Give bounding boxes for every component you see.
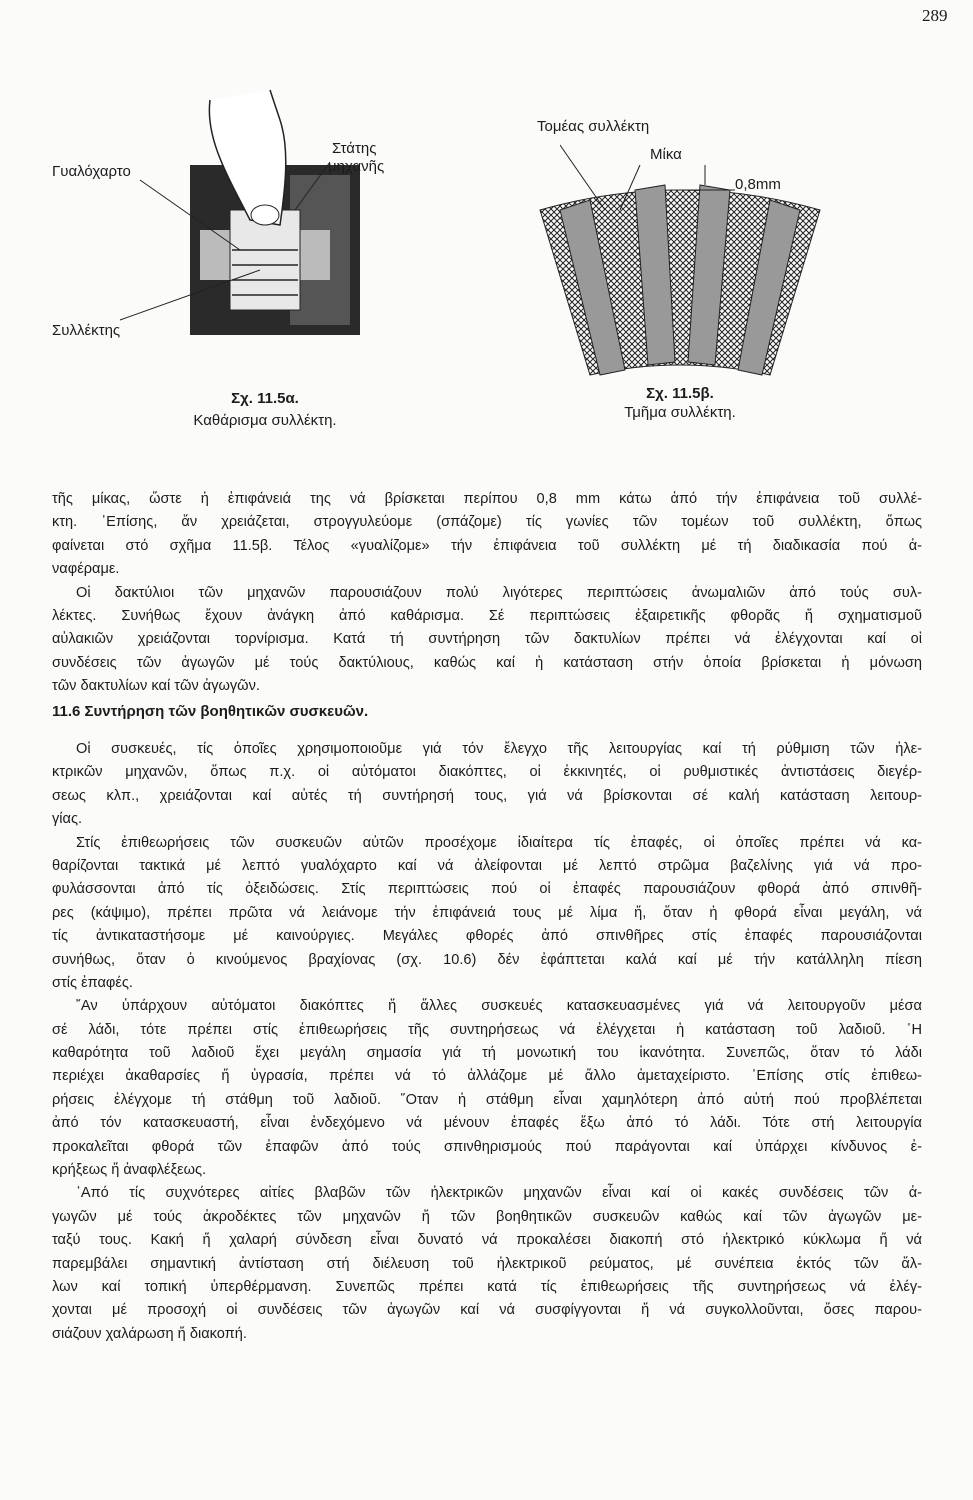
text-line: σιάζουν χαλάρωση ἤ διακοπή. — [52, 1325, 247, 1342]
text-line: γωγῶν μέ τούς ἀκροδέκτες τῶν μηχανῶν ἤ τῶν βοηθητικῶν συσκευῶν καθώς καί τῶν ἀγωγῶν με- — [52, 1208, 922, 1225]
text-line: στίς ἐπαφές. — [52, 974, 133, 991]
label-stator-2: μηχανῆς — [328, 158, 385, 175]
paragraph — [52, 738, 922, 832]
text-line: ῎Αν ὑπάρχουν αὐτόματοι διακόπτες ἤ ἄλλες συσκευές κατασκευασμένες γιά νά λειτουργοῦν μέσα — [76, 998, 922, 1015]
text-line: κρήξεως ἤ ἀναφλέξεως. — [52, 1162, 207, 1179]
paragraph — [52, 995, 922, 1182]
text-line: γίας. — [52, 811, 83, 828]
text-line: τίς ἀντικαταστήσομε μέ καινούργιες. Μεγάλες φθορές ἀπό σπινθῆρες στίς ἐπαφές παρουσιάζονται — [52, 928, 922, 945]
body-text-top — [52, 488, 922, 699]
text-line: ἀπό τόν κατασκευαστή, εἶναι ἐνδεχόμενο νά μένουν ἐπαφές ἔξω ἀπό τό λάδι. Τότε στή λειτουργία — [52, 1115, 922, 1132]
text-line: Οἱ συσκευές, τίς ὁποῖες χρησιμοποιοῦμε γιά τόν ἔλεγχο τῆς λειτουργίας καί τή ρύθμιση τῶν ἠλε- — [76, 741, 922, 757]
paragraph — [52, 1182, 922, 1346]
label-mica: Μίκα — [650, 146, 682, 163]
label-commutator: Συλλέκτης — [52, 322, 121, 339]
body-text-section — [52, 738, 922, 1346]
paragraph — [52, 582, 922, 699]
figure-a-caption: Καθάρισμα συλλέκτη. — [193, 412, 337, 429]
text-line: Οἱ δακτύλιοι τῶν μηχανῶν παρουσιάζουν πολύ λιγότερες περιπτώσεις ἀνωμαλιῶν ἀπό τούς συλ- — [76, 584, 922, 601]
text-line: φυλάσσονται ἀπό τίς ὀξειδώσεις. Στίς περιπτώσεις πού οἱ ἐπαφές παρουσιάζουν φθορά ἀπό σπινθῆ- — [52, 881, 922, 898]
text-line: κτρικῶν μηχανῶν, ὅπως π.χ. οἱ αὐτόματοι διακόπτες, οἱ ἐκκινητές, οἱ ρυθμιστικές ἀντιστάσεις διεγέρ- — [52, 764, 922, 781]
text-line: φαίνεται στό σχῆμα 11.5β. Τέλος «γυαλίζομε» τήν ἐπιφάνεια τοῦ συλλέκτη μέ τή διαδικασία πού ἀ- — [52, 537, 922, 554]
label-depth: 0,8mm — [735, 176, 781, 193]
text-line: ρήσεις ἐλέγχομε τή στάθμη τοῦ λαδιοῦ. ῞Οταν ἡ στάθμη εἶναι χαμηλότερη ἀπό αὐτή πού προβλέπεται — [52, 1091, 922, 1108]
figure-b-number: Σχ. 11.5β. — [646, 385, 714, 402]
text-line: συνήθως, ὅταν ὁ κινούμενος βραχίονας (σχ. 10.6) δέν ἐφάπτεται καλά καί μέ τήν κατάλληλη πίεση — [52, 951, 922, 968]
figure-a-leader-lines — [100, 150, 330, 340]
text-line: λων καί τοπική ὑπερθέρμανση. Συνεπῶς πρέπει κατά τίς ἐπιθεωρήσεις τῆς συντηρήσεως νά ἐλέγ- — [52, 1278, 922, 1295]
text-line: περιέχει ἀκαθαρσίες ἤ ὑγρασία, πρέπει νά τό ἀλλάζομε μέ ἄλλο ἀμεταχείριστο. ᾽Επίσης στίς ἐπιθεω- — [52, 1068, 922, 1085]
text-line: Στίς ἐπιθεωρήσεις τῶν συσκευῶν αὐτῶν προσέχομε ἰδιαίτερα τίς ἐπαφές, οἱ ὁποῖες πρέπει νά κα- — [76, 834, 922, 851]
label-segment: Τομέας συλλέκτη — [537, 118, 650, 135]
text-line: κτη. ᾽Επίσης, ἄν χρειάζεται, στρογγυλεύομε (σπάζομε) τίς γωνίες τῶν τομέων τοῦ συλλέκτη, ὅπως — [52, 514, 922, 531]
label-sandpaper: Γυαλόχαρτο — [52, 163, 131, 180]
text-line: τῆς μίκας, ὥστε ἡ ἐπιφάνειά της νά βρίσκεται περίπου 0,8 mm κάτω ἀπό τήν ἐπιφάνεια τοῦ συλλέ- — [52, 491, 922, 507]
text-line: ταξύ τους. Κακή ἤ χαλαρή σύνδεση εἶναι δυνατό νά προκαλέσει διακοπή στό ἠλεκτρικό κύκλωμα ἤ νά — [52, 1232, 922, 1249]
text-line: σεως κλπ., χρειάζονται καί αὐτές τή συντήρησή τους, γιά νά βρίσκονται σέ καλή κατάσταση λειτουρ- — [52, 787, 922, 804]
text-line: παρεμβάλει σημαντική ἀντίσταση στή διέλευση τοῦ ἠλεκτρικοῦ ρεύματος, μέ συνέπεια ἐκτός τῶν ἄλ- — [52, 1255, 922, 1272]
text-line: προκαλεῖται φθορά τῶν ἐπαφῶν ἀπό τούς σπινθηρισμούς πού παράγονται καί ὑπάρχει κίνδυνος ἐ- — [52, 1138, 922, 1155]
text-line: θαρίζονται τακτικά μέ λεπτό γυαλόχαρτο καί νά ἀλείφονται μέ λεπτό στρῶμα βαζελίνης γιά νά προ- — [52, 857, 922, 874]
paragraph — [52, 832, 922, 996]
text-line: λέκτες. Συνήθως ἔχουν ἀνάγκη ἀπό καθάρισμα. Σέ περιπτώσεις ἐξαιρετικῆς φθορᾶς ἤ σχηματισμοῦ — [52, 607, 922, 624]
figure-a-number: Σχ. 11.5α. — [231, 390, 299, 407]
text-line: τῶν δακτυλίων καί τῶν ἀγωγῶν. — [52, 678, 260, 695]
text-line: σέ λάδι, τότε πρέπει στίς ἐπιθεωρήσεις τῆς συντηρήσεως νά ἐλέγχεται ἡ κατάσταση τοῦ λαδιοῦ. ῾Η — [52, 1021, 922, 1038]
page-number: 289 — [922, 6, 948, 25]
paragraph — [52, 488, 922, 582]
label-stator-1: Στάτης — [332, 140, 377, 157]
text-line: αὐλακιῶν χρειάζονται τορνίρισμα. Κατά τή συντήρηση τῶν δακτυλίων πρέπει νά ἐλέγχονται καί οἱ — [52, 631, 922, 648]
text-line: ναφέραμε. — [52, 561, 120, 578]
text-line: ᾽Από τίς συχνότερες αἰτίες βλαβῶν τῶν ἠλεκτρικῶν μηχανῶν εἶναι καί οἱ κακές συνδέσεις τῶν ἀ- — [76, 1185, 922, 1202]
text-line: ρες (κάψιμο), πρέπει πρῶτα νά λειάνομε τήν ἐπιφάνειά τους μέ λίμα ἤ, ὅταν ἡ φθορά εἶναι μεγάλη, νά — [52, 904, 922, 921]
figure-b-caption: Τμῆμα συλλέκτη. — [624, 404, 736, 421]
section-heading: 11.6 Συντήρηση τῶν βοηθητικῶν συσκευῶν. — [52, 703, 369, 720]
text-line: συνδέσεις τῶν ἀγωγῶν μέ τούς δακτύλιους, καθώς καί ἡ κατάσταση στήν ὁποία βρίσκεται ἡ μόνωση — [52, 654, 922, 671]
text-line: καθαρότητα τοῦ λαδιοῦ ἔχει μεγάλη σημασία γιά τή μονωτική του ἱκανότητα. Συνεπῶς, ὅταν τό λάδι — [52, 1045, 922, 1062]
text-line: χονται μέ προσοχή οἱ συνδέσεις τῶν ἀγωγῶν καί νά συσφίγγονται ἤ νά συγκολλοῦνται, ὅσες παρου- — [52, 1302, 922, 1319]
